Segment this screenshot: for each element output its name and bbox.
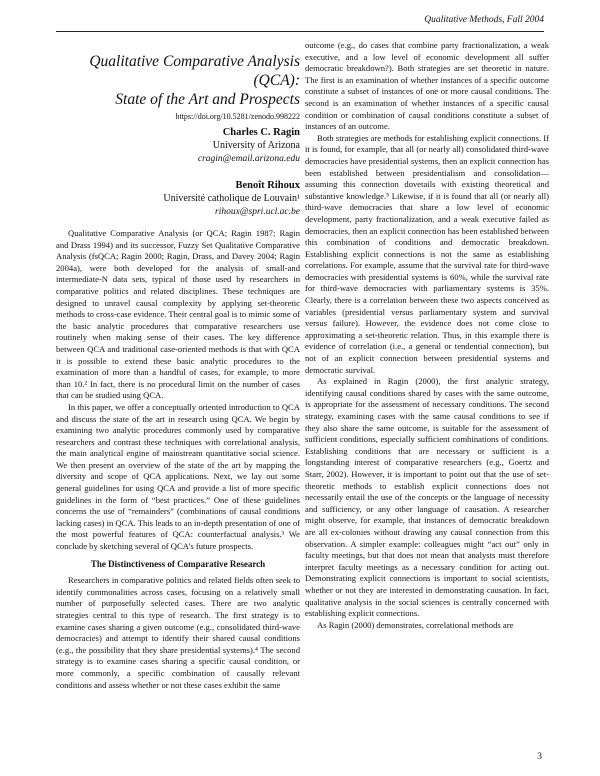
author-1-email[interactable]: cragin@email.arizona.edu xyxy=(197,153,300,164)
author-2-email[interactable]: rihoux@spri.ucl.ac.be xyxy=(215,206,300,217)
running-head: Qualitative Methods, Fall 2004 xyxy=(424,15,544,25)
left-column xyxy=(56,40,300,691)
doi-link[interactable]: https://doi.org/10.5281/zenodo.998222 xyxy=(175,112,300,121)
author-1-name: Charles C. Ragin xyxy=(222,127,300,138)
author-1-affiliation: University of Arizona xyxy=(212,140,300,151)
intro-paragraph-1: Qualitative Comparative Analysis (or QCA; Ragin 1987; Ragin and Drass 1994) and its successor, Fuzzy Set Qualitative Comparative Analysis (fsQCA; Ragin 2000; Ragin, Drass, and Davey 2004; Ragin 2004a), were both developed for the analysis of small-and intermediate-N data sets, typical of those used by researchers in comparative politics and related disciplines. These techniques are designed to unravel causal complexity by applying set-theoretic methods to cross-case evidence. Their central goal is to mimic some of the basic analytic procedures that comparative researchers use routinely when making sense of their cases. The key difference between QCA and traditional case-oriented methods is that with QCA it is possible to extend these basic analytic procedures to the examination of more than a handful of cases, for example, to more than 10.² In fact, there is no procedural limit on the number of cases that can be studied using QCA. xyxy=(56,228,300,401)
body-paragraph-3: As explained in Ragin (2000), the first analytic strategy, identifying causal conditions shared by cases with the same outcome, is appropriate for the assessment of necessary conditions. The second strategy, examining cases with the same causal conditions to see if they also share the same outcome, is suitable for the assessment of sufficient conditions, especially sufficient combinations of conditions. Establishing conditions that are necessary or sufficient is a longstanding interest of comparative researchers (e.g., Goertz and Starr, 2002). However, it is important to point out that the use of set-theoretic methods to establish explicit connections does not necessarily entail the use of the concepts or the language of necessity and sufficiency, or any other language of causation. A researcher might observe, for example, that instances of democratic breakdown are all ex-colonies without drawing any causal connection from this observation. A simpler example: colleagues might “act out” only in faculty meetings, but that does not mean that analysts must therefore interpret faculty meetings as a necessary condition for acting out. Demonstrating explicit connections is important to social scientists, whether or not they are interested in demonstrating causation. In fact, qualitative analysis in the social sciences is centrally concerned with establishing explicit connections. xyxy=(305,376,549,619)
author-2-affiliation: Université catholique de Louvain¹ xyxy=(163,193,300,204)
title-line-1: Qualitative Comparative Analysis (QCA): xyxy=(89,53,300,89)
body-paragraph-4: As Ragin (2000) demonstrates, correlational methods are xyxy=(317,619,514,630)
body-paragraph-continued: outcome (e.g., do cases that combine party fractionalization, a weak executive, and a low level of economic development all suffer democratic breakdown?). Both strategies are set theoretic in nature. The first is an examination of whether instances of a specific outcome constitute a subset of instances of one or more causal conditions. The second is an examination of whether instances of a specific causal condition or combination of causal conditions constitute a subset of instances of an outcome. xyxy=(305,40,549,132)
title-block xyxy=(56,40,300,228)
section-paragraph-1: Researchers in comparative politics and related fields often seek to identify commonalities across cases, focusing on a relatively small number of purposefully selected cases. There are two analytic strategies central to this type of research. The first strategy is to examine cases sharing a given outcome (e.g., consolidated third-wave democracies) and attempt to identify their shared causal conditions (e.g., the possibility that they share presidential systems).⁴ The second strategy is to examine cases sharing a specific causal condition, or more commonly, a specific combination of causally relevant conditions and assess whether or not these cases exhibit the same xyxy=(56,575,300,690)
page-number: 3 xyxy=(537,752,542,762)
header-rule xyxy=(56,31,544,32)
author-2-name: Benoît Rihoux xyxy=(235,180,300,191)
intro-paragraph-2: In this paper, we offer a conceptually oriented introduction to QCA and discuss the state of the art in research using QCA. We begin by examining two analytic procedures commonly used by comparative researchers and contrast these techniques with correlational analysis, the main analytical engine of mainstream quantitative social science. We then present an overview of the state of the art by mapping the diversity and scope of QCA applications. Next, we lay out some general guidelines for using QCA and provide a list of more specific guidelines in the form of “best practices.” One of these guidelines concerns the use of “remainders” (combinations of causal conditions lacking cases) in QCA. This leads to an in-depth presentation of one of the most powerful features of QCA: counterfactual analysis.³ We conclude by sketching several of QCA’s future prospects. xyxy=(56,401,300,552)
article-title xyxy=(56,52,300,109)
body-paragraph-2: Both strategies are methods for establishing explicit connections. If it is found, for example, that all (or nearly all) consolidated third-wave democracies have presidential systems, then an explicit connection has been established between presidentialism and consolidation—assuming this connection dovetails with existing theoretical and substantive knowledge.⁵ Likewise, if it is found that all (or nearly all) third-wave democracies that share a low level of economic development, party fractionalization, and a weak executive failed as democracies, then an explicit connection has been established between this combination of conditions and democratic breakdown. Establishing explicit connections is not the same as establishing correlations. For example, assume that the survival rate for third-wave democracies with presidential systems is 60%, while the survival rate for third-wave democracies with parliamentary systems is 35%. Clearly, there is a correlation between these two aspects conceived as variables (presidential versus parliamentary system and survival versus failure). However, the evidence does not come close to approximating a set-theoretic relation. Thus, in this example there is evidence of correlation (i.e., a general or tendential connection), but not of an explicit connection between presidential systems and democratic survival. xyxy=(305,132,549,375)
section-heading: The Distinctiveness of Comparative Research xyxy=(90,558,266,569)
title-line-2: State of the Art and Prospects xyxy=(115,91,300,108)
right-column xyxy=(305,40,549,631)
